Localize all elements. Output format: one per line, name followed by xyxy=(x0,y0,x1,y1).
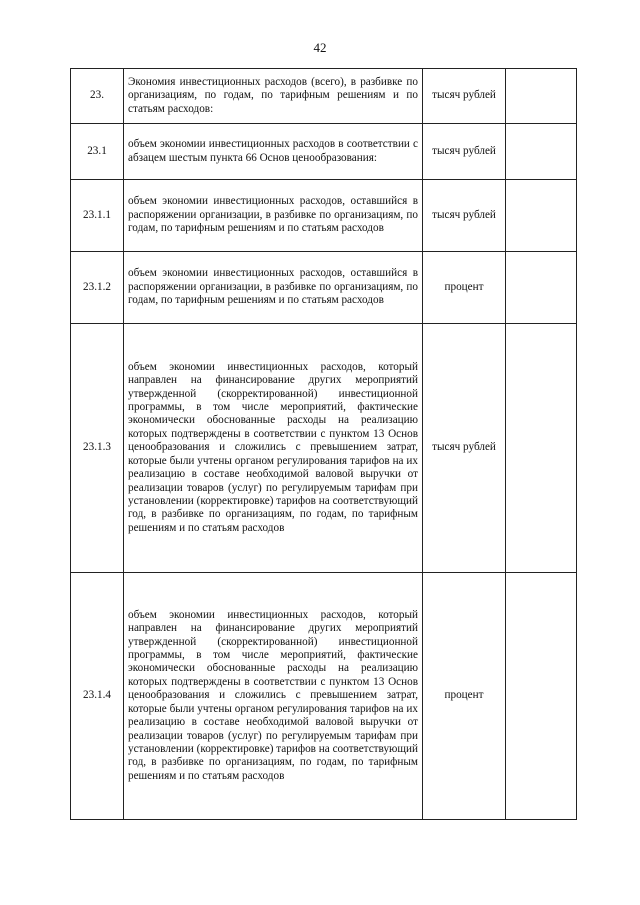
table-row xyxy=(71,69,577,124)
row-description: объем экономии инвестиционных расходов в соответствии с абзацем шестым пункта 66 Основ ценообразования: xyxy=(124,124,423,180)
row-value xyxy=(506,180,577,252)
indicators-table xyxy=(70,68,577,820)
row-unit: процент xyxy=(423,252,506,324)
row-number: 23. xyxy=(71,69,124,124)
row-description: объем экономии инвестиционных расходов, который направлен на финансирование других мероприятий утвержденной (скорректированной) инвестиционной программы, в том числе мероприятий, фактические экономически обоснованные расходы на реализацию которых подтверждены в соответствии с пунктом 13 Основ ценообразования и сложились с превышением затрат, которые были учтены органом регулирования тарифов на их реализацию в составе необходимой валовой выручки от реализации товаров (услуг) по регулируемым тарифам при установлении (корректировке) тарифов на соответствующий год, в разбивке по организациям, по годам, по тарифным решениям и по статьям расходов xyxy=(124,573,423,820)
row-number: 23.1.4 xyxy=(71,573,124,820)
row-number: 23.1.2 xyxy=(71,252,124,324)
row-description: объем экономии инвестиционных расходов, оставшийся в распоряжении организации, в разбивке по организациям, по годам, по тарифным решениям и по статьям расходов xyxy=(124,180,423,252)
row-number: 23.1.1 xyxy=(71,180,124,252)
table-row xyxy=(71,252,577,324)
table-row xyxy=(71,324,577,573)
row-unit: процент xyxy=(423,573,506,820)
table-row xyxy=(71,124,577,180)
row-value xyxy=(506,124,577,180)
table-row xyxy=(71,573,577,820)
page-number: 42 xyxy=(313,40,327,55)
row-unit: тысяч рублей xyxy=(423,324,506,573)
row-value xyxy=(506,252,577,324)
row-unit: тысяч рублей xyxy=(423,124,506,180)
row-description: Экономия инвестиционных расходов (всего), в разбивке по организациям, по годам, по тарифным решениям и по статьям расходов: xyxy=(124,69,423,124)
row-description: объем экономии инвестиционных расходов, оставшийся в распоряжении организации, в разбивке по организациям, по годам, по тарифным решениям и по статьям расходов xyxy=(124,252,423,324)
row-value xyxy=(506,69,577,124)
row-unit: тысяч рублей xyxy=(423,180,506,252)
row-number: 23.1.3 xyxy=(71,324,124,573)
row-number: 23.1 xyxy=(71,124,124,180)
table-row xyxy=(71,180,577,252)
row-unit: тысяч рублей xyxy=(423,69,506,124)
row-description: объем экономии инвестиционных расходов, который направлен на финансирование других мероприятий утвержденной (скорректированной) инвестиционной программы, в том числе мероприятий, фактические экономически обоснованные расходы на реализацию которых подтверждены в соответствии с пунктом 13 Основ ценообразования и сложились с превышением затрат, которые были учтены органом регулирования тарифов на их реализацию в составе необходимой валовой выручки от реализации товаров (услуг) по регулируемым тарифам при установлении (корректировке) тарифов на соответствующий год, в разбивке по организациям, по годам, по тарифным решениям и по статьям расходов xyxy=(124,324,423,573)
row-value xyxy=(506,324,577,573)
row-value xyxy=(506,573,577,820)
